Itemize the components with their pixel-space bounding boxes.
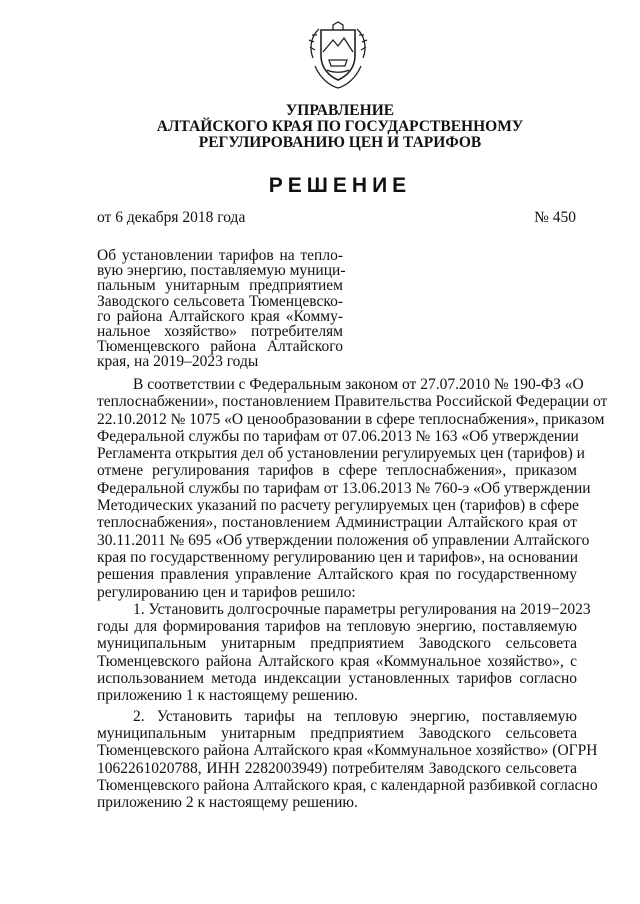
- subject-line: Тюменцевского района Алтайского: [97, 338, 343, 356]
- body-line: 1. Установить долгосрочные параметры регулирования на 2019−2023: [133, 600, 591, 618]
- body-line: 1062261020788, ИНН 2282003949) потребителям Заводского сельсовета: [97, 759, 577, 777]
- body-line: теплоснабжения», постановлением Администрации Алтайского края от: [97, 514, 577, 532]
- document-date: от 6 декабря 2018 года: [97, 209, 246, 226]
- body-line: 22.10.2012 № 1075 «О ценообразовании в сфере теплоснабжения», приказом: [97, 410, 605, 428]
- body-line: Тюменцевского района Алтайского края «Коммунальное хозяйство», с: [97, 652, 577, 670]
- body-line: годы для формирования тарифов на тепловую энергию, поставляемую: [97, 618, 577, 636]
- body-line: Федеральной службы по тарифам от 13.06.2013 № 760-э «Об утверждении: [97, 479, 591, 497]
- subject-line: пальным унитарным предприятием: [97, 277, 343, 295]
- subject-line: края, на 2019–2023 годы: [97, 353, 259, 371]
- subject-line: Заводского сельсовета Тюменцевско-: [97, 292, 343, 310]
- body-line: приложению 1 к настоящему решению.: [97, 687, 358, 705]
- item-1-paragraph: [97, 600, 591, 705]
- body-line: отмене регулирования тарифов в сфере теплоснабжения», приказом: [97, 462, 577, 480]
- body-line: края по государственному регулированию цен и тарифов», на основании: [97, 548, 579, 566]
- organization-line: УПРАВЛЕНИЕ: [285, 102, 395, 119]
- item-2-paragraph: [97, 707, 598, 812]
- body-line: Регламента открытия дел об установлении регулируемых цен (тарифов) и: [97, 445, 585, 463]
- body-line: теплоснабжении», постановлением Правительства Российской Федерации от: [97, 393, 608, 411]
- altai-coat-of-arms-emblem: [305, 20, 371, 92]
- body-line: 30.11.2011 № 695 «Об утверждении положения об управлении Алтайского: [97, 531, 590, 549]
- document-subject: [97, 247, 346, 371]
- document-body: [97, 376, 608, 812]
- body-line: использованием метода индексации установленных тарифов согласно: [97, 670, 577, 688]
- document-number: № 450: [534, 209, 576, 226]
- body-line: решения правления управление Алтайского края по государственному: [97, 566, 577, 584]
- body-line: муниципальным унитарным предприятием Заводского сельсовета: [97, 724, 577, 742]
- body-line: Федеральной службы по тарифам от 07.06.2013 № 163 «Об утверждении: [97, 427, 579, 445]
- organization-line: АЛТАЙСКОГО КРАЯ ПО ГОСУДАРСТВЕННОМУ: [156, 118, 524, 135]
- subject-line: го района Алтайского края «Комму-: [97, 307, 343, 325]
- body-line: Методических указаний по расчету регулируемых цен (тарифов) в сфере: [97, 497, 579, 515]
- preamble-paragraph: [97, 376, 608, 601]
- organization-line: РЕГУЛИРОВАНИЮ ЦЕН И ТАРИФОВ: [198, 134, 482, 151]
- body-line: приложению 2 к настоящему решению.: [97, 794, 358, 812]
- body-line: Тюменцевского района Алтайского края «Коммунальное хозяйство» (ОГРН: [97, 742, 598, 760]
- document-title: РЕШЕНИЕ: [268, 174, 412, 197]
- subject-line: нальное хозяйство» потребителям: [97, 323, 343, 341]
- body-line: муниципальным унитарным предприятием Заводского сельсовета: [97, 635, 577, 653]
- subject-line: вую энергию, поставляемую муници-: [97, 262, 346, 280]
- subject-line: Об установлении тарифов на тепло-: [97, 247, 343, 264]
- organization-header: [60, 103, 620, 151]
- body-line: 2. Установить тарифы на тепловую энергию, поставляемую: [133, 707, 577, 725]
- body-line: Тюменцевского района Алтайского края, с календарной разбивкой согласно: [97, 776, 598, 794]
- body-line: регулированию цен и тарифов решило:: [97, 583, 356, 601]
- body-line: В соответствии с Федеральным законом от 27.07.2010 № 190-ФЗ «О: [133, 376, 584, 393]
